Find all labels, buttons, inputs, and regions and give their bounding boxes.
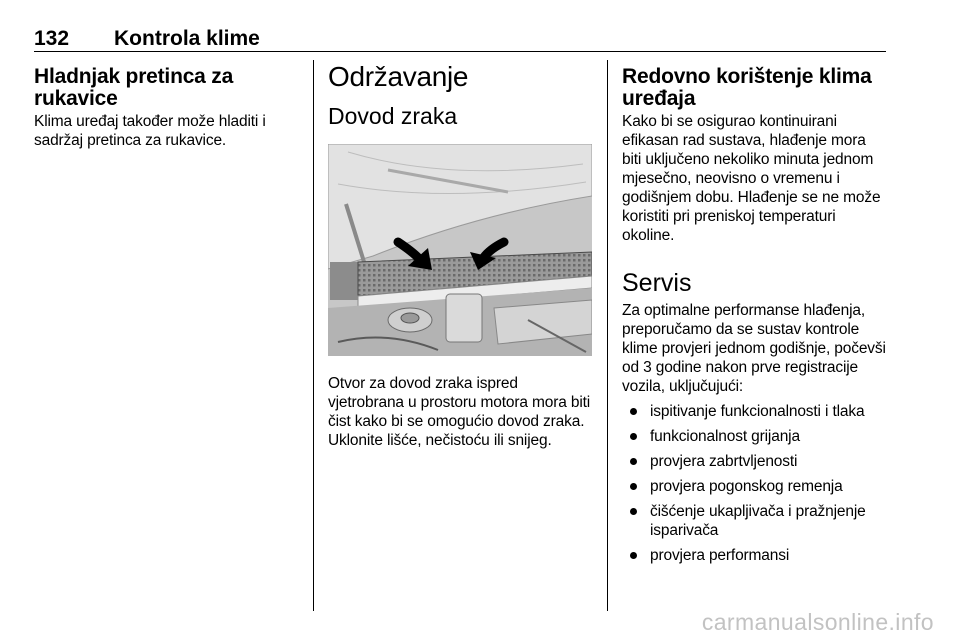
- service-text: Za optimalne performanse hlađenja, preporučamo da se sustav kontrole klime provjeri jednom godišnje, počevši od 3 godine nakon prve registracije vozila, uključujući:: [622, 302, 886, 395]
- page-number: 132: [34, 27, 70, 50]
- service-heading: Servis: [622, 269, 692, 297]
- column-divider-right: [607, 60, 608, 611]
- column-right: [622, 60, 886, 571]
- bullet-icon: [630, 458, 637, 465]
- list-item: ispitivanje funkcionalnosti i tlaka: [622, 402, 886, 421]
- list-item: provjera pogonskog remenja: [622, 477, 886, 496]
- column-left: [34, 60, 304, 150]
- watermark: carmanualsonline.info: [701, 609, 934, 635]
- chapter-title: Kontrola klime: [114, 27, 260, 50]
- glovebox-cooling-text: Klima uređaj također može hladiti i sadržaj pretinca za rukavice.: [34, 113, 266, 149]
- column-divider-left: [313, 60, 314, 611]
- bullet-icon: [630, 433, 637, 440]
- bullet-icon: [630, 483, 637, 490]
- glovebox-cooling-heading: Hladnjak pretinca za rukavice: [34, 65, 234, 110]
- list-item: provjera zabrtvljenosti: [622, 452, 886, 471]
- list-item: provjera performansi: [622, 546, 886, 565]
- column-middle: [328, 60, 594, 450]
- list-item: funkcionalnost grijanja: [622, 427, 886, 446]
- air-intake-text: Otvor za dovod zraka ispred vjetrobrana u prostoru motora mora biti čist kako bi se omogućio dovod zraka. Uklonite lišće, nečistoću ili snijeg.: [328, 375, 591, 449]
- list-item: čišćenje ukapljivača i pražnjenje isparivača: [622, 502, 886, 540]
- bullet-icon: [630, 508, 637, 515]
- regular-use-text: Kako bi se osigurao kontinuirani efikasan rad sustava, hlađenje mora biti uključeno nekoliko minuta jednom mjesečno, neovisno o vremenu i godišnjem dobu. Hlađenje se ne može koristiti pri preniskoj temperaturi okoline.: [622, 113, 881, 244]
- bullet-icon: [630, 408, 637, 415]
- air-intake-illustration: [328, 144, 592, 356]
- page-header: [34, 27, 886, 52]
- bullet-icon: [630, 552, 637, 559]
- air-intake-heading: Dovod zraka: [328, 103, 458, 129]
- regular-use-heading: Redovno korištenje klima uređaja: [622, 65, 872, 110]
- service-checklist: [622, 402, 886, 565]
- maintenance-heading: Održavanje: [328, 61, 469, 92]
